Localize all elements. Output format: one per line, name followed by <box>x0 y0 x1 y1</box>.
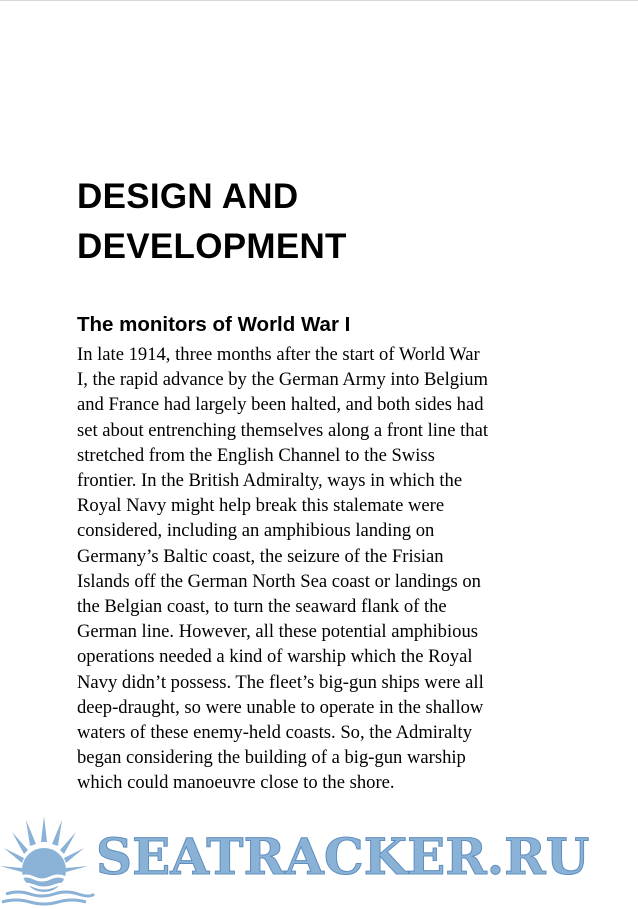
body-line: German line. However, all these potential amphibious <box>77 621 478 643</box>
sun-over-sea-icon <box>0 816 94 904</box>
body-line: considered, including an amphibious landing on <box>77 520 435 542</box>
body-paragraph <box>77 342 577 796</box>
chapter-title <box>77 172 577 272</box>
watermark-text: SEATRACKER.RU <box>96 827 590 886</box>
body-line: Navy didn’t possess. The fleet’s big-gun ships were all <box>77 671 484 693</box>
body-line: began considering the building of a big-gun warship <box>77 747 466 769</box>
body-line: the Belgian coast, to turn the seaward flank of the <box>77 596 447 618</box>
chapter-title-line-2: DEVELOPMENT <box>77 227 347 266</box>
body-line: Germany’s Baltic coast, the seizure of the Frisian <box>77 545 444 567</box>
section-heading: The monitors of World War I <box>77 313 351 336</box>
body-line: In late 1914, three months after the start of World War <box>77 344 480 365</box>
body-line: I, the rapid advance by the German Army into Belgium <box>77 369 489 391</box>
body-line: Royal Navy might help break this stalemate were <box>77 495 445 517</box>
body-line: set about entrenching themselves along a front line that <box>77 419 489 441</box>
body-line: and France had largely been halted, and both sides had <box>77 394 484 416</box>
top-divider <box>0 0 638 1</box>
chapter-title-line-1: DESIGN AND <box>77 177 299 216</box>
body-line: operations needed a kind of warship which the Royal <box>77 646 473 668</box>
body-line: deep-draught, so were unable to operate in the shallow <box>77 696 484 718</box>
body-line: which could manoeuvre close to the shore. <box>77 772 395 794</box>
body-line: waters of these enemy-held coasts. So, the Admiralty <box>77 722 473 744</box>
body-line: stretched from the English Channel to the Swiss <box>77 444 435 466</box>
body-line: Islands off the German North Sea coast or landings on <box>77 570 481 592</box>
body-line: frontier. In the British Admiralty, ways in which the <box>77 470 463 492</box>
